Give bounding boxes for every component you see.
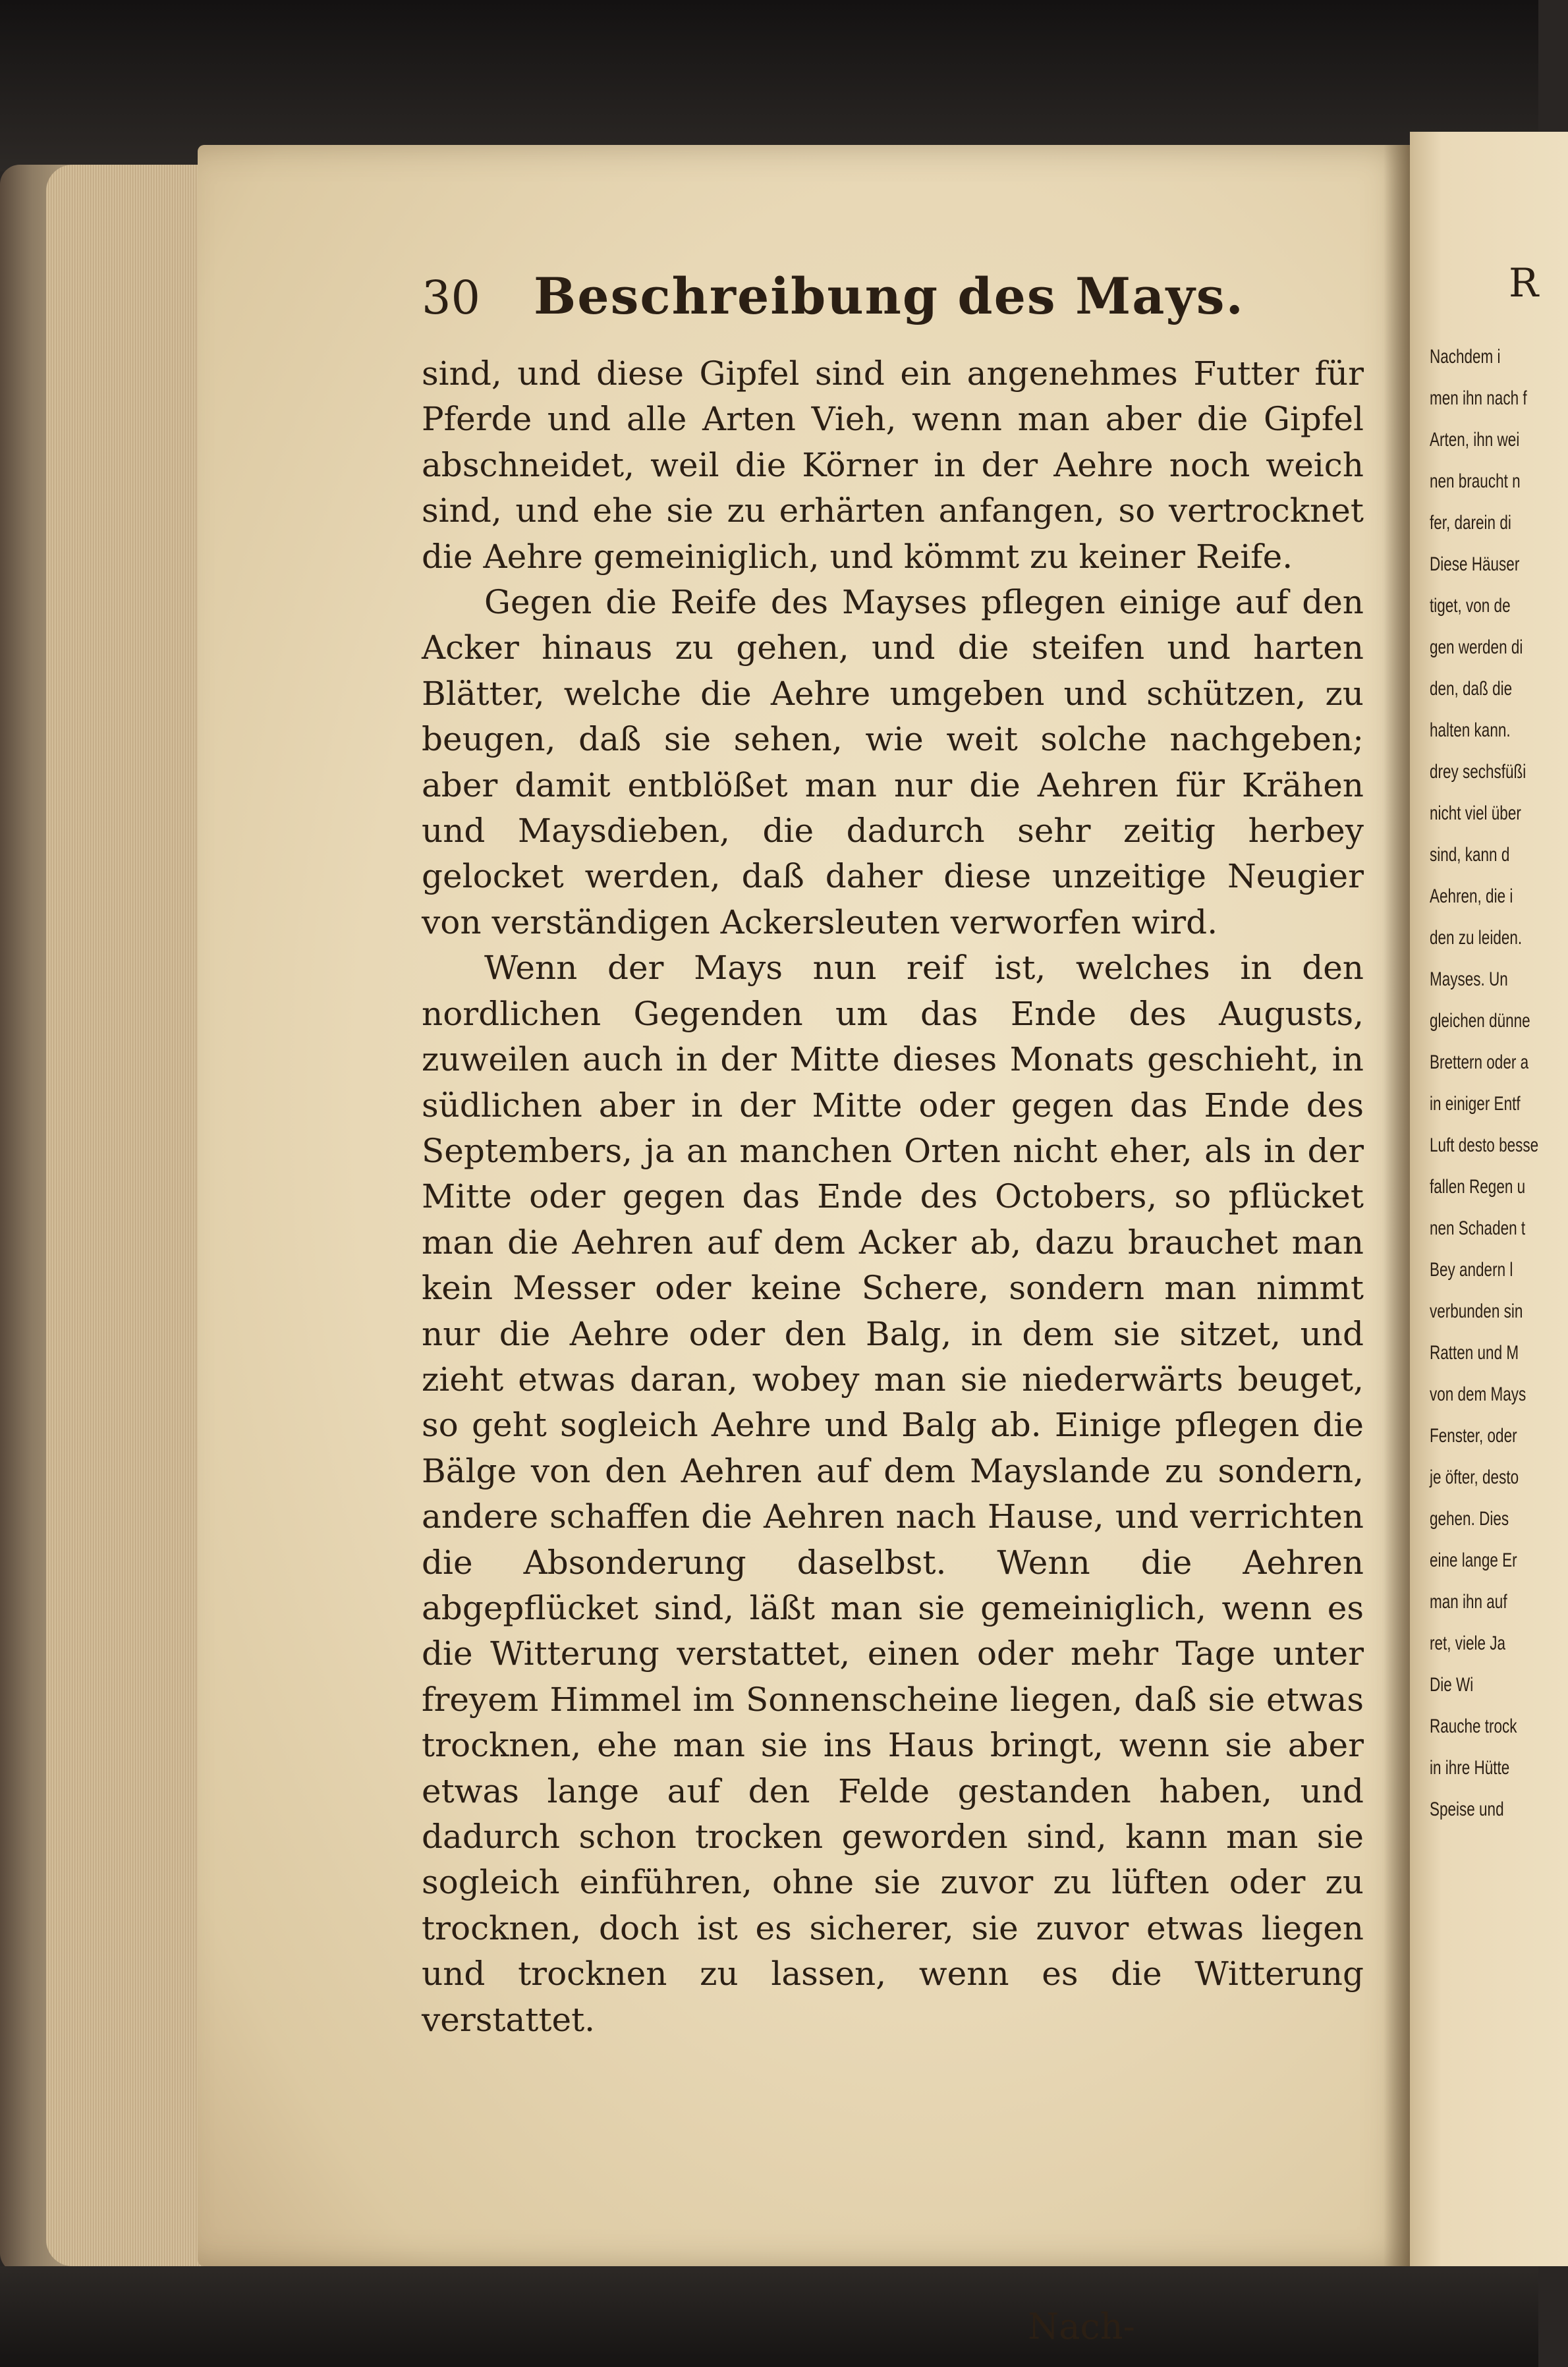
left-page-text: [422, 267, 1364, 2043]
facing-page-text-fragments: [1430, 336, 1542, 1830]
facing-page-line: halten kann.: [1430, 719, 1511, 741]
facing-page-line: drey sechsfüßi: [1430, 761, 1526, 783]
page-number: 30: [422, 271, 481, 325]
facing-page-line: gleichen dünne: [1430, 1010, 1530, 1032]
facing-page-line: ret, viele Ja: [1430, 1632, 1506, 1654]
body-text: [422, 351, 1364, 2043]
facing-page-line: Ratten und M: [1430, 1342, 1519, 1364]
catchword: Nach-: [1028, 2306, 1135, 2347]
facing-page-line: Bey andern l: [1430, 1259, 1513, 1281]
facing-page-line: Die Wi: [1430, 1674, 1474, 1696]
facing-page-top-mark: R: [1509, 260, 1539, 306]
facing-page-line: Arten, ihn wei: [1430, 429, 1520, 451]
page-gutter: [1384, 145, 1410, 2266]
facing-page-line: Brettern oder a: [1430, 1051, 1529, 1073]
facing-page-line: fallen Regen u: [1430, 1176, 1526, 1198]
facing-page-line: Aehren, die i: [1430, 885, 1513, 907]
facing-page-line: gen werden di: [1430, 636, 1523, 658]
facing-page-line: tiget, von de: [1430, 595, 1511, 617]
paragraph-1: sind, und diese Gipfel sind ein angenehmes Futter für Pferde und alle Arten Vieh, wenn man aber die Gipfel abschneidet, weil die Körner in der Aehre noch weich sind, und ehe sie zu erhärten anfangen, so vertrocknet die Aehre gemeiniglich, und kömmt zu keiner Reife.: [422, 354, 1364, 576]
facing-page-line: den zu leiden.: [1430, 927, 1523, 949]
dark-backdrop-bottom: [0, 2266, 1538, 2367]
facing-page-line: fer, darein di: [1430, 512, 1511, 534]
facing-page-line: den, daß die: [1430, 678, 1513, 700]
facing-page-line: man ihn auf: [1430, 1591, 1507, 1613]
facing-page-line: von dem Mays: [1430, 1383, 1526, 1405]
facing-page-line: Fenster, oder: [1430, 1425, 1517, 1447]
facing-page-line: sind, kann d: [1430, 844, 1510, 866]
running-title: Beschreibung des Mays.: [534, 267, 1245, 325]
facing-page-line: nen Schaden t: [1430, 1217, 1526, 1239]
facing-page-line: in ihre Hütte: [1430, 1757, 1510, 1779]
facing-page-line: eine lange Er: [1430, 1549, 1517, 1571]
facing-page-line: nicht viel über: [1430, 802, 1521, 824]
facing-page-line: verbunden sin: [1430, 1300, 1523, 1322]
facing-page-line: men ihn nach f: [1430, 387, 1527, 409]
facing-page-line: Rauche trock: [1430, 1715, 1517, 1737]
facing-page-line: gehen. Dies: [1430, 1508, 1509, 1530]
paragraph-2: Gegen die Reife des Mayses pflegen einige auf den Acker hinaus zu gehen, und die steifen und harten Blätter, welche die Aehre umgeben und schützen, zu beugen, daß sie sehen, wie weit solche nachgeben; aber damit entblößet man nur die Aehren für Krähen und Maysdieben, die dadurch sehr zeitig herbey gelocket werden, daß daher diese unzeitige Neugier von verständigen Ackersleuten verworfen wird.: [422, 583, 1364, 941]
facing-page-line: Mayses. Un: [1430, 968, 1508, 990]
facing-page-line: Nachdem i: [1430, 346, 1501, 368]
facing-page-line: nen braucht n: [1430, 470, 1521, 492]
paragraph-3: Wenn der Mays nun reif ist, welches in den nordlichen Gegenden um das Ende des Augusts, zuweilen auch in der Mitte dieses Monats geschieht, in südlichen aber in der Mitte oder gegen das Ende des Septembers, ja an manchen Orten nicht eher, als in der Mitte oder gegen das Ende des Octobers, so pflücket man die Aehren auf dem Acker ab, dazu brauchet man kein Messer oder keine Schere, sondern man nimmt nur die Aehre oder den Balg, in dem sie sitzet, und zieht etwas daran, wobey man sie niederwärts beuget, so geht sogleich Aehre und Balg ab. Einige pflegen die Bälge von den Aehren auf dem Mayslande zu sondern, andere schaffen die Aehren nach Hause, und verrichten die Absonderung daselbst. Wenn die Aehren abgepflücket sind, läßt man sie gemeiniglich, wenn es die Witterung verstattet, einen oder mehr Tage unter freyem Himmel im Sonnenscheine liegen, daß sie etwas trocknen, ehe man sie ins Haus bringt, wenn sie aber etwas lange auf den Felde gestanden haben, und dadurch schon trocken geworden sind, kann man sie sogleich einführen, ohne sie zuvor zu lüften oder zu trocknen, doch ist es sicherer, sie zuvor etwas liegen und trocknen zu lassen, wenn es die Witterung verstattet.: [422, 949, 1364, 2039]
facing-page-line: Diese Häuser: [1430, 553, 1520, 575]
page-header: [422, 267, 1364, 346]
facing-page-line: Speise und: [1430, 1798, 1504, 1820]
facing-page-line: je öfter, desto: [1430, 1466, 1519, 1488]
facing-page-line: Luft desto besse: [1430, 1134, 1539, 1156]
facing-page-line: in einiger Entf: [1430, 1093, 1521, 1115]
